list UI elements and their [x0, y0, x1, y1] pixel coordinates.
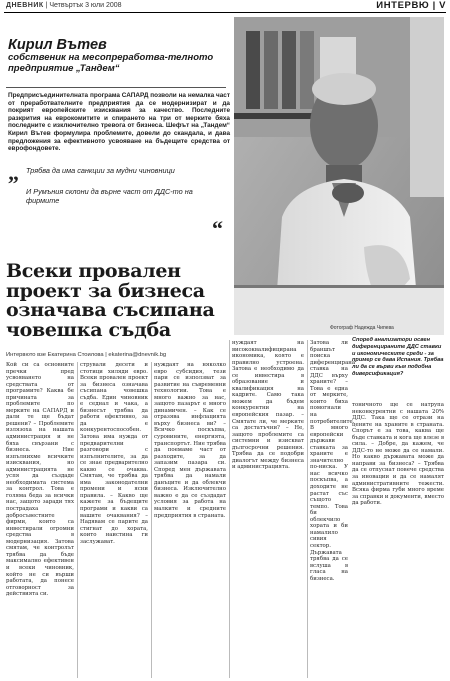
quote-line-1: Трябва да има санкции за мудни чиновници: [26, 166, 175, 175]
column-divider: [229, 340, 230, 678]
body-column-6: тоничното ще се натрупа неконкурентни с нашата 20% ДДС. Така ще се отрази на цените на храните в страната. Спорът е за това, каква ще бъде ставката и кога ще влезе в сила. – Добре, да кажем, че ДДС-то не може да се намали. Но какво държавата може да направи за бизнеса? – Трябва да се отпуснат повече средства за иновации и да се намалят административните тежести. Всяка фирма губи много време за справки и документи, вместо да работи.: [352, 402, 444, 507]
column-divider: [77, 362, 78, 678]
sidebar-question: Според анализатори освен диференцираните ДДС ставки и икономическите среди - за пример се дава Испания. Трябва ли да се върви към подобна диверсификация?: [352, 337, 444, 377]
page-header-info: ДНЕВНИК | Четвъртък 3 юли 2008: [6, 2, 122, 9]
name-divider: [6, 87, 226, 88]
newspaper-name: ДНЕВНИК: [6, 2, 44, 9]
section-name: ИНТЕРВЮ: [376, 0, 430, 11]
photo-credit: Фотограф Надежда Чипева: [330, 325, 394, 331]
body-column-3: нуждаят на няколко евро субсидия, тези пари се използват за развитие на съвременни технологии. Това е много важно за нас, защото пазарът е много динамичен. – Как се отразява инфлацията върху бизнеса ви? – Всичко поскъпва, суровините, енергията, транспортът. Ние трябва да поемаме част от разходите, за да запазим пазара си. Според мен държавата трябва да намали данъците и да облекчи бизнеса. Изключително важно е да се създадат условия за работа на малките и средните предприятия в страната.: [154, 362, 226, 519]
issue-date: Четвъртък 3 юли 2008: [49, 2, 122, 9]
headline: Всеки провален проект за бизнеса означава съсипана човешка съдба: [6, 260, 215, 341]
column-divider: [151, 362, 152, 678]
body-column-4: нуждаят на висококвалифицирана икономика, която е правилно устроена. Затова е необходимо да се инвестира в образование и квалификация на кадрите. Само така можем да бъдем конкурентни на европейския пазар. – Смятате ли, че мерките са достатъчни? – Не, защото проблемите са системни и изискват дългосрочни решения. Трябва да се подобри диалогът между бизнеса и администрацията.: [232, 340, 304, 471]
body-column-5: Затова ли браншът поиска диференцирана ставка на ДДС върху храните? – Това е една от мерките, които биха помогнали на потребителите. В много европейски държави ставката за храните е значително по-ниска. У нас всичко поскъпва, а доходите не растат със същото темпо. Това би облекчило хората и би намалило сивия сектор. Държавата трябва да се вслуша в гласа на бизнеса.: [310, 340, 356, 582]
column-divider: [307, 340, 308, 678]
interviewee-role: собственик на месопреработва-телното предприятие „Тандем“: [8, 52, 214, 74]
quote-line-2: И Румъния склони да върне част от ДДС-то на фирмите: [26, 187, 193, 205]
pull-quote: [26, 166, 226, 205]
page-number: V: [439, 0, 446, 11]
interviewee-photo: [234, 17, 444, 335]
section-label: ИНТЕРВЮ | V: [376, 0, 446, 11]
lead-paragraph: Предприсъединителната програма САПАРД позволи на немалка част от преработвателните предприятия да се модернизират и да покрият европейските изисквания за качество. Последните разкрития на еврокомитите и спирането на три от мерките бяха последните с изключително тревога от бизнеса. Шефът на „Тандем“ Кирил Вътев формулира проблемите, довели до скандала, и дава предложения за ефективното усвояване на бъдещите средства от еврофондовете.: [8, 92, 230, 153]
byline: Интервюто взе Екатерина Стоилова | ekaterina@dnevnik.bg: [6, 352, 167, 358]
close-quote-icon: “: [212, 216, 223, 241]
open-quote-icon: „: [8, 160, 19, 185]
header-divider: [4, 12, 446, 13]
body-column-1: Кой си са основните пречки пред усвояването на средствата от програмите? Каква бе причината за проблемите по мерките на САПАРД и дали те ще бъдат решени? – Проблемите излязоха на нашата администрация и не бяха свързани с бизнеса. Ние изпълнихме всичките изисквания, но администрацията не успя да създаде необходимата система за контрол. Това е голяма беда за всички нас, защото заради тях пострадаха добросъвестните фирми, които са инвестирали огромни средства в модернизация. Затова смятам, че контролът трябва да бъде максимално ефективен и всеки чиновник, който не си върши работата, да понесе отговорност за действията си.: [6, 362, 74, 598]
interviewee-name: Кирил Вътев: [8, 37, 107, 53]
body-column-2: стрували десети и стотици хиляди евро. Всеки провален проект за бизнеса означава съсипана човешка съдба. Един чиновник е седнал и чака, а бизнесът трябва да работи ефективно, за да е конкурентоспособен. Затова има нужда от предварителни разговори с изпълнителите, за да се знае предварително какво се очаква. Смятам, че трябва да има законодателни промени и ясни правила. – Какво ще кажете за бъдещите програми и какви са вашите очаквания? – Надявам се парите да стигнат до хората, които наистина ги заслужават.: [80, 362, 148, 545]
